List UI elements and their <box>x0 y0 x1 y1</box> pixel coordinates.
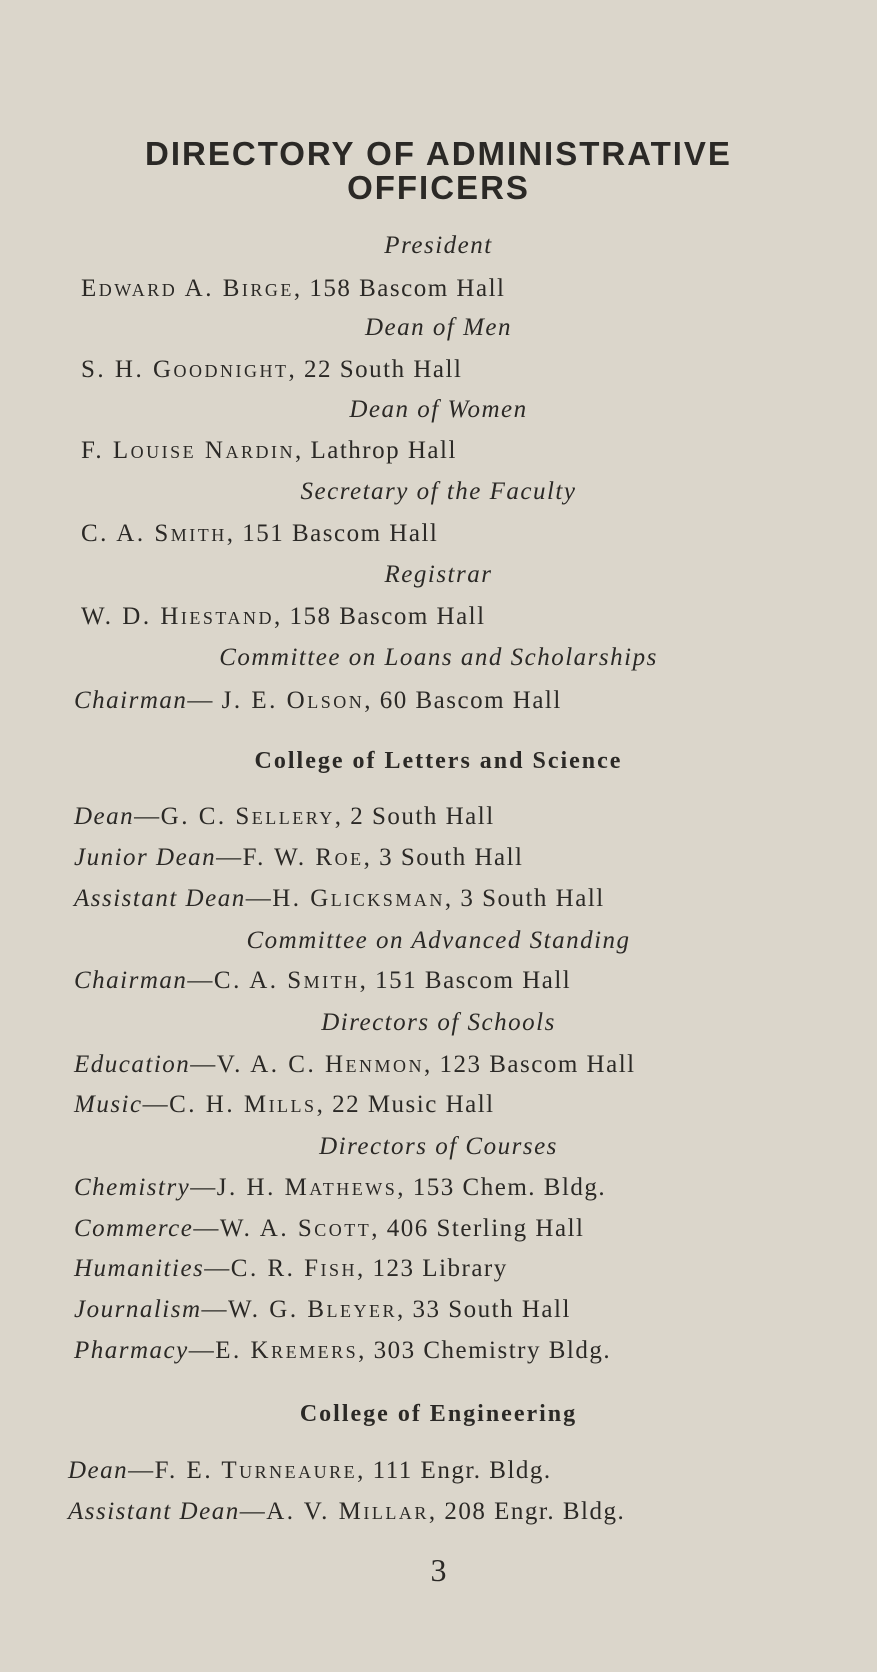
role-separator: — <box>201 1296 228 1323</box>
entry-ls-junior-dean <box>74 845 524 870</box>
heading-dean-of-men: Dean of Men <box>364 314 513 341</box>
entry-course-chemistry <box>74 1175 606 1200</box>
officer-name: C. R. Fish <box>230 1255 358 1282</box>
officer-location: , 208 Engr. Bldg. <box>428 1498 626 1525</box>
officer-location: , 3 South Hall <box>444 885 605 912</box>
officer-role: Assistant Dean <box>74 885 246 912</box>
officer-role: Dean <box>68 1457 129 1484</box>
officer-location: , 33 South Hall <box>397 1296 571 1323</box>
entry-course-commerce <box>74 1216 584 1241</box>
officer-role: Chairman <box>74 967 188 994</box>
officer-name: F. W. Roe <box>242 844 364 871</box>
entry-secretary-of-faculty <box>81 521 438 546</box>
role-separator: — <box>187 967 214 994</box>
entry-ls-assistant-dean <box>74 886 605 911</box>
officer-location: , 158 Bascom Hall <box>273 603 486 630</box>
officer-name: E. Kremers <box>215 1337 359 1364</box>
officer-location: , 123 Library <box>357 1255 508 1282</box>
officer-location: , 22 South Hall <box>288 356 463 383</box>
entry-loans-chairman <box>74 688 562 713</box>
role-separator: — <box>216 844 243 871</box>
officer-location: , 2 South Hall <box>334 803 495 830</box>
officer-name: W. D. Hiestand <box>81 603 274 630</box>
entry-school-education <box>74 1052 636 1077</box>
officer-name: F. Louise Nardin <box>81 437 295 464</box>
entry-course-humanities <box>74 1256 508 1281</box>
officer-name: F. E. Turneaure <box>154 1457 358 1484</box>
entry-advanced-chairman <box>74 968 571 993</box>
officer-role: Commerce <box>74 1215 194 1242</box>
officer-name: C. A. Smith <box>81 520 227 547</box>
officer-name: V. A. C. Henmon <box>216 1051 424 1078</box>
officer-location: , 22 Music Hall <box>316 1091 495 1118</box>
entry-dean-of-men <box>81 357 462 382</box>
officer-name: Edward A. Birge <box>81 275 294 302</box>
entry-ls-dean <box>74 804 495 829</box>
entry-president <box>81 276 505 301</box>
heading-directors-of-courses: Directors of Courses <box>319 1133 558 1160</box>
officer-location: , 406 Sterling Hall <box>371 1215 585 1242</box>
role-separator: — <box>245 885 273 912</box>
officer-name: A. V. Millar <box>266 1498 429 1525</box>
heading-directors-of-schools: Directors of Schools <box>321 1009 556 1036</box>
entry-eng-assistant-dean <box>68 1499 625 1524</box>
page-number: 3 <box>430 1552 447 1588</box>
role-separator: — <box>128 1457 155 1484</box>
role-separator: — <box>190 1174 217 1201</box>
role-separator: — <box>142 1091 170 1118</box>
entry-school-music <box>74 1092 495 1117</box>
officer-location: , 151 Bascom Hall <box>226 520 439 547</box>
entry-registrar <box>81 604 486 629</box>
page-title-line-1: DIRECTORY OF ADMINISTRATIVE <box>145 135 732 172</box>
heading-dean-of-women: Dean of Women <box>349 396 528 423</box>
officer-name: C. A. Smith <box>213 967 360 994</box>
officer-location: , 153 Chem. Bldg. <box>397 1174 607 1201</box>
officer-name: S. H. Goodnight <box>81 356 289 383</box>
role-separator: — <box>204 1255 231 1282</box>
officer-location: , 158 Bascom Hall <box>293 275 506 302</box>
officer-role: Education <box>74 1051 191 1078</box>
officer-role: Journalism <box>74 1296 202 1323</box>
role-separator: — <box>187 687 222 714</box>
officer-location: , Lathrop Hall <box>294 437 457 464</box>
heading-advanced-standing: Committee on Advanced Standing <box>246 927 631 954</box>
role-separator: — <box>239 1498 267 1525</box>
heading-registrar: Registrar <box>384 561 493 588</box>
officer-role: Junior Dean <box>74 844 217 871</box>
officer-role: Chemistry <box>74 1174 191 1201</box>
officer-role: Dean <box>74 803 135 830</box>
officer-role: Chairman <box>74 687 188 714</box>
officer-name: W. G. Bleyer <box>228 1296 398 1323</box>
officer-role: Pharmacy <box>74 1337 189 1364</box>
entry-eng-dean <box>68 1458 552 1483</box>
officer-name: G. C. Sellery <box>160 803 335 830</box>
officer-name: W. A. Scott <box>219 1215 372 1242</box>
officer-name: H. Glicksman <box>272 885 445 912</box>
officer-role: Assistant Dean <box>68 1498 240 1525</box>
role-separator: — <box>188 1337 216 1364</box>
officer-location: , 151 Bascom Hall <box>359 967 572 994</box>
heading-secretary-of-faculty: Secretary of the Faculty <box>300 478 577 505</box>
officer-role: Music <box>74 1091 143 1118</box>
role-separator: — <box>190 1051 217 1078</box>
page-title-line-2: OFFICERS <box>347 169 530 206</box>
officer-name: J. H. Mathews <box>216 1174 398 1201</box>
entry-dean-of-women <box>81 438 457 463</box>
officer-location: , 60 Bascom Hall <box>364 687 562 714</box>
officer-location: , 3 South Hall <box>363 844 524 871</box>
role-separator: — <box>193 1215 220 1242</box>
officer-location: , 123 Bascom Hall <box>424 1051 636 1078</box>
entry-course-pharmacy <box>74 1338 611 1363</box>
entry-course-journalism <box>74 1297 571 1322</box>
officer-location: , 111 Engr. Bldg. <box>357 1457 552 1484</box>
section-engineering: College of Engineering <box>299 1401 578 1427</box>
officer-name: C. H. Mills <box>169 1091 317 1118</box>
role-separator: — <box>134 803 161 830</box>
heading-president: President <box>384 232 493 259</box>
officer-role: Humanities <box>74 1255 205 1282</box>
officer-location: , 303 Chemistry Bldg. <box>358 1337 612 1364</box>
officer-name: J. E. Olson <box>221 687 365 714</box>
section-letters-and-science: College of Letters and Science <box>254 748 623 774</box>
heading-loans-committee: Committee on Loans and Scholarships <box>219 644 658 671</box>
